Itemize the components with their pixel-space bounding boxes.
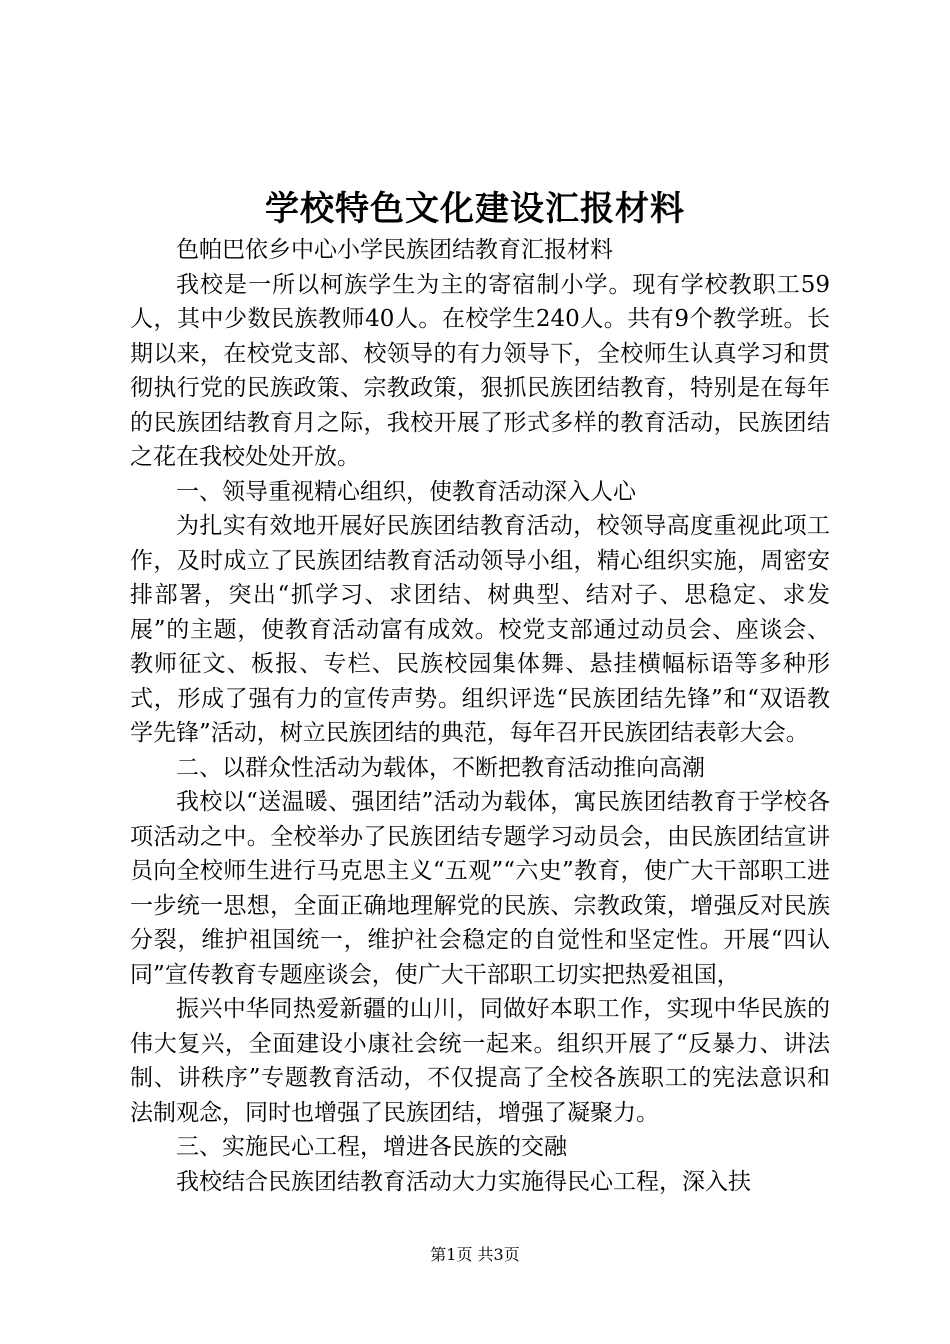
page-footer: 第1页 共3页 bbox=[430, 1245, 520, 1264]
paragraph-section-2a: 我校以“送温暖、强团结”活动为载体，寓民族团结教育于学校各项活动之中。全校举办了民族团结专题学习动员会，由民族团结宣讲员向全校师生进行马克思主义“五观”“六史”教育，使广大干部职工进一步统一思想，全面正确地理解党的民族、宗教政策，增强反对民族分裂，维护祖国统一，维护社会稳定的自觉性和坚定性。开展“四认同”宣传教育专题座谈会，使广大干部职工切实把热爱祖国， bbox=[130, 789, 830, 988]
section-heading-2: 二、以群众性活动为载体，不断把教育活动推向高潮 bbox=[176, 754, 705, 781]
paragraph-subtitle: 色帕巴依乡中心小学民族团结教育汇报材料 bbox=[176, 237, 613, 263]
paragraph-section-3: 我校结合民族团结教育活动大力实施得民心工程，深入扶 bbox=[176, 1168, 751, 1195]
document-body bbox=[130, 233, 830, 1199]
document-title: 学校特色文化建设汇报材料 bbox=[265, 189, 685, 229]
paragraph-section-2b: 振兴中华同热爱新疆的山川，同做好本职工作，实现中华民族的伟大复兴，全面建设小康社会统一起来。组织开展了“反暴力、讲法制、讲秩序”专题教育活动，不仅提高了全校各族职工的宪法意识和法制观念，同时也增强了民族团结，增强了凝聚力。 bbox=[130, 996, 830, 1126]
section-heading-1: 一、领导重视精心组织，使教育活动深入人心 bbox=[176, 478, 636, 505]
paragraph-section-1: 为扎实有效地开展好民族团结教育活动，校领导高度重视此项工作，及时成立了民族团结教育活动领导小组，精心组织实施，周密安排部署，突出“抓学习、求团结、树典型、结对子、思稳定、求发展”的主题，使教育活动富有成效。校党支部通过动员会、座谈会、教师征文、板报、专栏、民族校园集体舞、悬挂横幅标语等多种形式，形成了强有力的宣传声势。组织评选“民族团结先锋”和“双语教学先锋”活动，树立民族团结的典范，每年召开民族团结表彰大会。 bbox=[130, 513, 830, 746]
section-heading-3: 三、实施民心工程，增进各民族的交融 bbox=[176, 1134, 567, 1160]
paragraph-intro: 我校是一所以柯族学生为主的寄宿制小学。现有学校教职工59人，其中少数民族教师40人。在校学生240人。共有9个教学班。长期以来，在校党支部、校领导的有力领导下，全校师生认真学习和贯彻执行党的民族政策、宗教政策，狠抓民族团结教育，特别是在每年的民族团结教育月之际，我校开展了形式多样的教育活动，民族团结之花在我校处处开放。 bbox=[130, 271, 830, 470]
